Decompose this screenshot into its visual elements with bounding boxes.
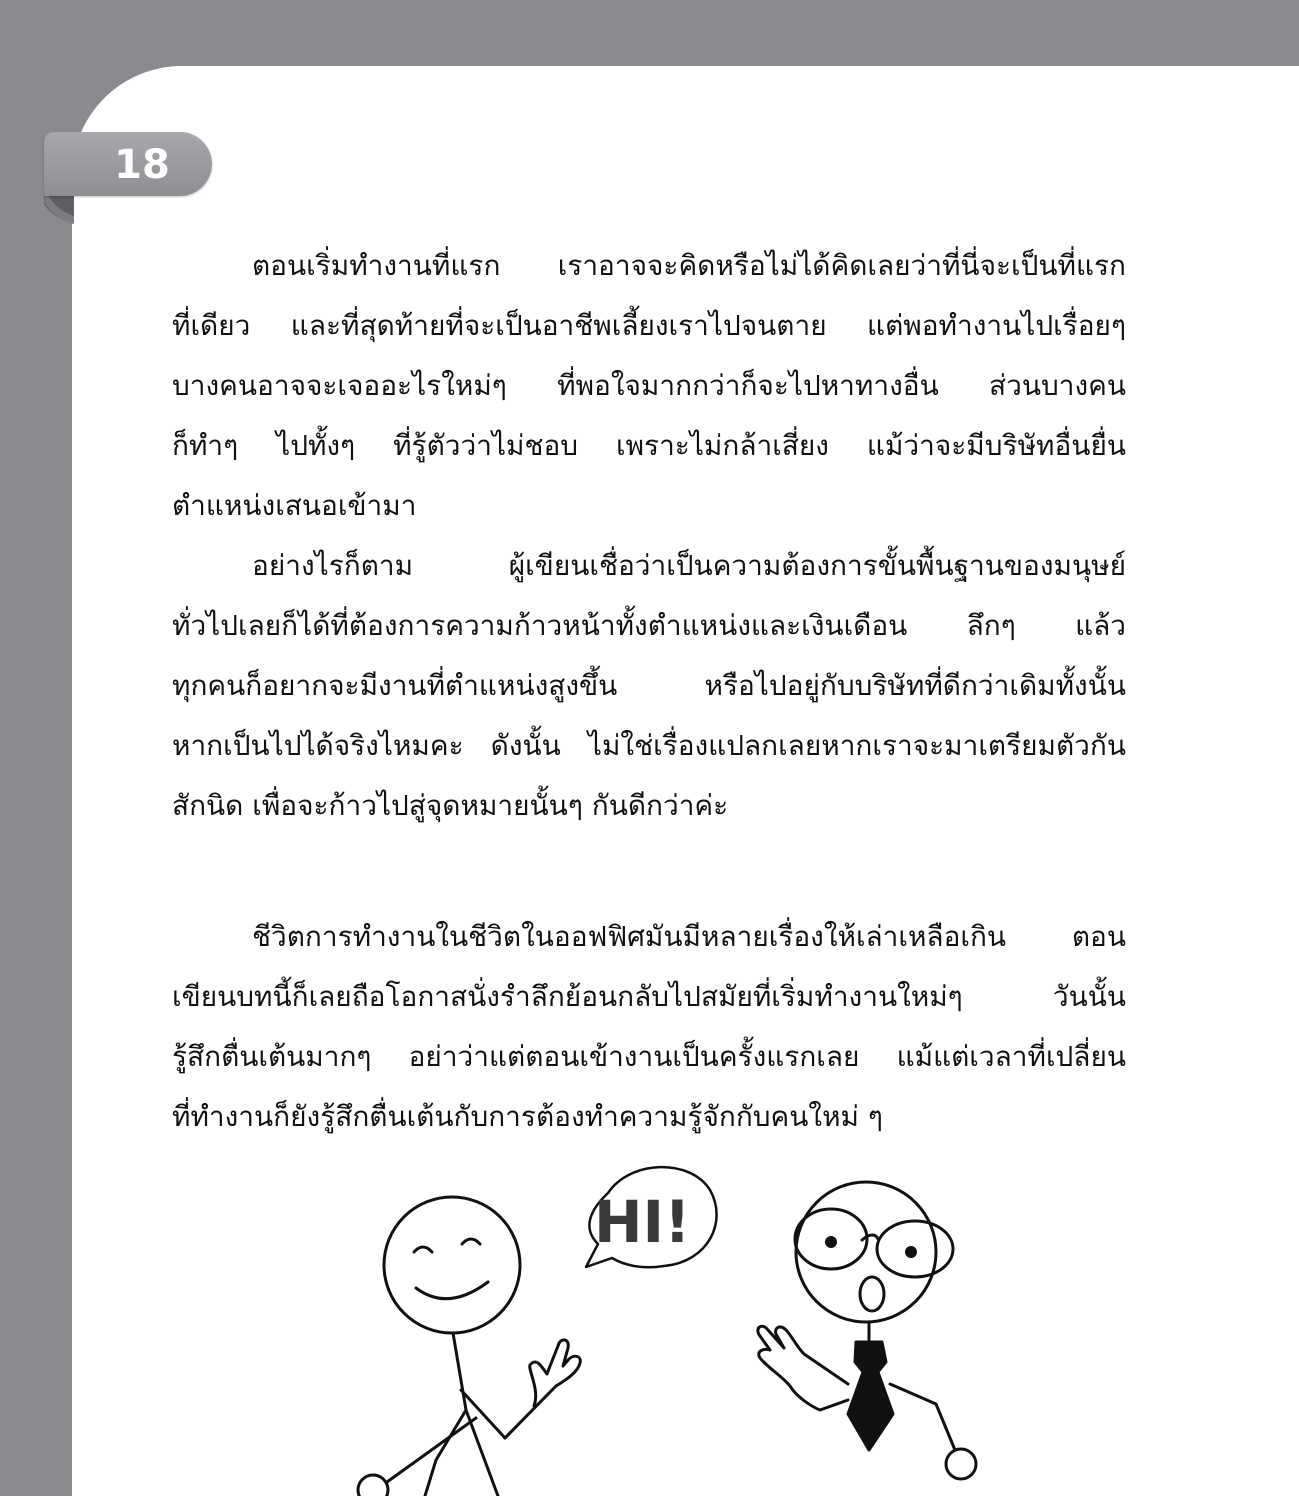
paragraph-2: [172, 536, 1126, 836]
text-line: อย่างไรก็ตาม ผู้เขียนเชื่อว่าเป็นความต้องการขั้นพื้นฐานของมนุษย์: [252, 549, 1126, 582]
text-line: เขียนบทนี้ก็เลยถือโอกาสนั่งรำลึกย้อนกลับไปสมัยที่เริ่มทำงานใหม่ๆ วันนั้น: [172, 980, 1126, 1013]
text-line: ทั่วไปเลยก็ได้ที่ต้องการความก้าวหน้าทั้งตำแหน่งและเงินเดือน ลึกๆ แล้ว: [172, 609, 1126, 642]
text-line: ที่เดียว และที่สุดท้ายที่จะเป็นอาชีพเลี้ยงเราไปจนตาย แต่พอทำงานไปเรื่อยๆ: [172, 309, 1126, 342]
page-number-tab: [44, 132, 212, 196]
speech-bubble: [586, 1167, 717, 1267]
page-number: 18: [114, 142, 170, 188]
surprised-figure: [758, 1182, 976, 1479]
text-line: ที่ทำงานก็ยังรู้สึกตื่นเต้นกับการต้องทำความรู้จักกับคนใหม่ ๆ: [172, 1100, 883, 1133]
text-line: ชีวิตการทำงานในชีวิตในออฟฟิศมันมีหลายเรื่องให้เล่าเหลือเกิน ตอน: [252, 920, 1126, 953]
speech-bubble-text: HI!: [594, 1188, 691, 1256]
text-line: บางคนอาจจะเจออะไรใหม่ๆ ที่พอใจมากกว่าก็จะไปหาทางอื่น ส่วนบางคน: [172, 369, 1126, 402]
text-line: สักนิด เพื่อจะก้าวไปสู่จุดหมายนั้นๆ กันดีกว่าค่ะ: [172, 789, 729, 822]
paragraph-3: [172, 907, 1126, 1147]
stick-figures-illustration: [330, 1160, 1010, 1496]
smiling-figure: [358, 1197, 580, 1496]
text-line: ตำแหน่งเสนอเข้ามา: [172, 489, 417, 522]
text-line: รู้สึกตื่นเต้นมากๆ อย่าว่าแต่ตอนเข้างานเป็นครั้งแรกเลย แม้แต่เวลาที่เปลี่ยน: [172, 1040, 1126, 1073]
text-line: ก็ทำๆ ไปทั้งๆ ที่รู้ตัวว่าไม่ชอบ เพราะไม่กล้าเสี่ยง แม้ว่าจะมีบริษัทอื่นยื่น: [172, 429, 1126, 462]
paragraph-1: [172, 236, 1126, 536]
text-line: ตอนเริ่มทำงานที่แรก เราอาจจะคิดหรือไม่ได้คิดเลยว่าที่นี่จะเป็นที่แรก: [252, 249, 1126, 282]
text-line: หากเป็นไปได้จริงไหมคะ ดังนั้น ไม่ใช่เรื่องแปลกเลยหากเราจะมาเตรียมตัวกัน: [172, 729, 1126, 762]
text-line: ทุกคนก็อยากจะมีงานที่ตำแหน่งสูงขึ้น หรือไปอยู่กับบริษัทที่ดีกว่าเดิมทั้งนั้น: [172, 669, 1126, 702]
